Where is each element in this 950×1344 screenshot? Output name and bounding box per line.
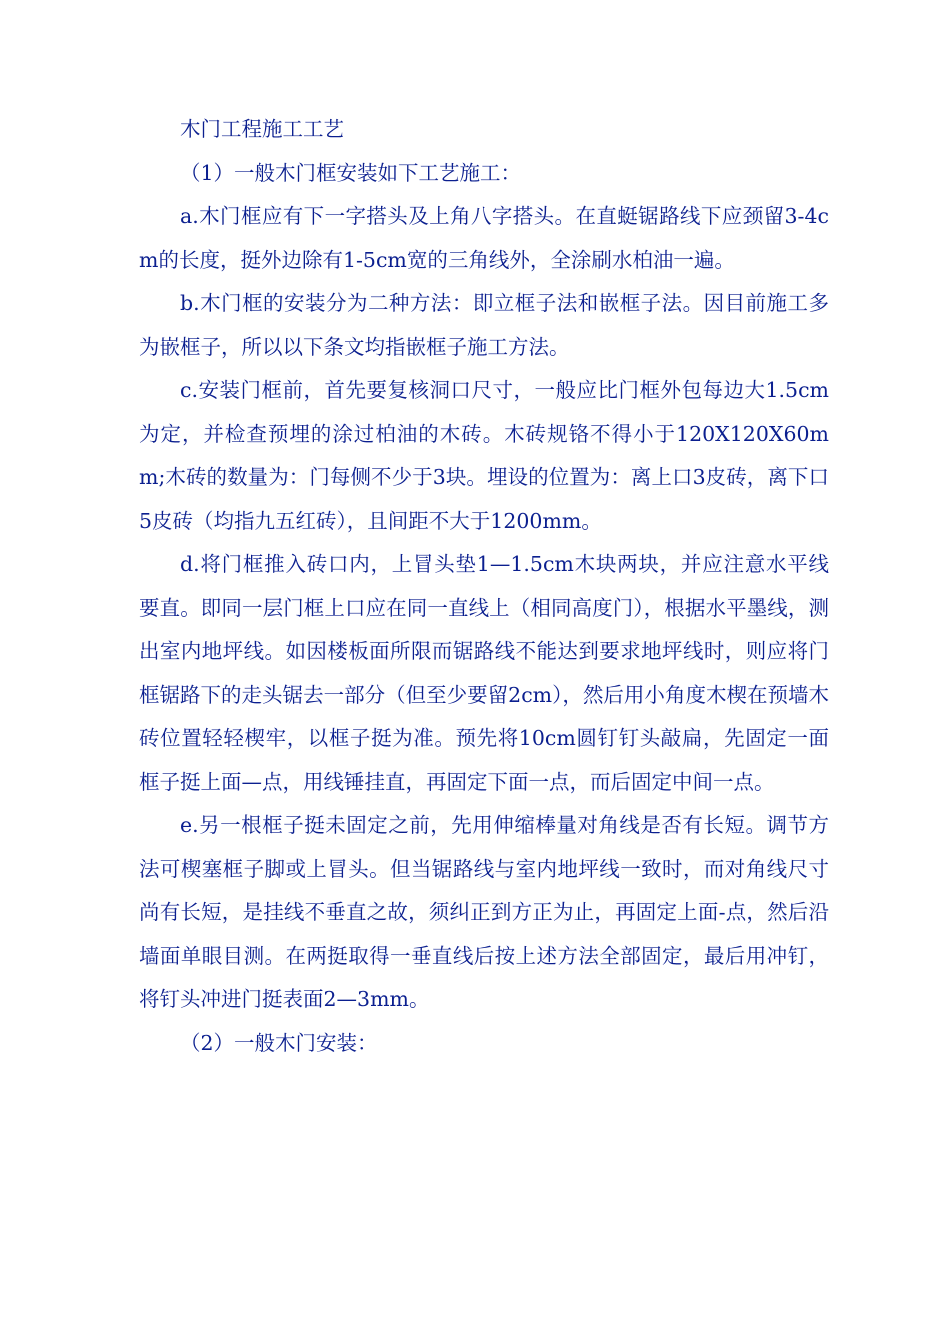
paragraph-b: b.木门框的安装分为二种方法：即立框子法和嵌框子法。因目前施工多为嵌框子，所以以下条文均指嵌框子施工方法。 bbox=[139, 291, 829, 359]
document-title: 木门工程施工工艺 bbox=[180, 117, 344, 141]
paragraph-c: c.安装门框前，首先要复核洞口尺寸，一般应比门框外包每边大1.5cm为定，并检查预埋的涂过柏油的木砖。木砖规铬不得小于120X120X60mm;木砖的数量为：门每侧不少于3块。埋设的位置为：离上口3皮砖，离下口5皮砖（均指九五红砖），且间距不大于1200mm。 bbox=[139, 378, 829, 533]
document-body bbox=[139, 108, 829, 1065]
section-1-heading: （1）一般木门框安装如下工艺施工： bbox=[180, 160, 522, 185]
paragraph-a: a.木门框应有下一字搭头及上角八字搭头。在直蜓锯路线下应颈留3-4cm的长度，挺外边除有1-5cm宽的三角线外，全涂刷水柏油一遍。 bbox=[139, 204, 829, 272]
section-2-heading: （2）一般木门安装： bbox=[180, 1030, 378, 1055]
paragraph-e: e.另一根框子挺未固定之前，先用伸缩棒量对角线是否有长短。调节方法可楔塞框子脚或上冒头。但当锯路线与室内地坪线一致时，而对角线尺寸尚有长短，是挂线不垂直之故，须纠正到方正为止，再固定上面-点，然后沿墙面单眼目测。在两挺取得一垂直线后按上述方法全部固定，最后用冲钉，将钉头冲进门挺表面2—3mm。 bbox=[139, 813, 829, 1011]
paragraph-d: d.将门框推入砖口内，上冒头垫1—1.5cm木块两块，并应注意水平线要直。即同一层门框上口应在同一直线上（相同高度门），根据水平墨线，测出室内地坪线。如因楼板面所限而锯路线不能达到要求地坪线时，则应将门框锯路下的走头锯去一部分（但至少要留2cm），然后用小角度木楔在预墙木砖位置轻轻楔牢，以框子挺为准。预先将10cm圆钉钉头敲扁，先固定一面框子挺上面—点，用线锤挂直，再固定下面一点，而后固定中间一点。 bbox=[139, 552, 829, 794]
